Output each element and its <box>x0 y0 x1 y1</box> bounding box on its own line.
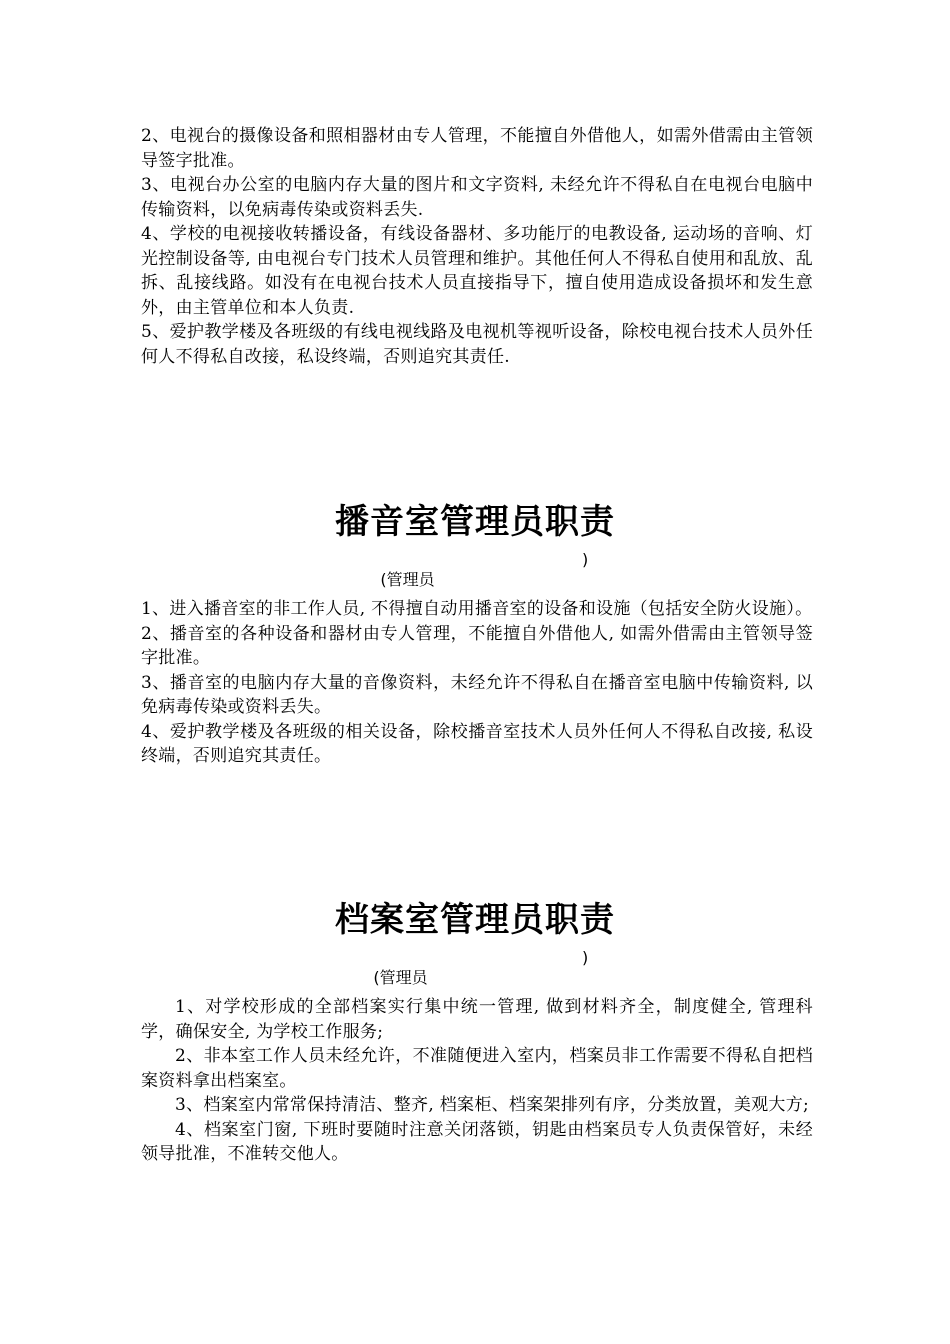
broadcast-room-title: 播音室管理员职责 <box>335 502 615 542</box>
archive-room-title: 档案室管理员职责 <box>335 900 615 940</box>
archive-room-rules <box>141 995 813 1167</box>
admin-label: (管理员 <box>373 968 428 987</box>
broadcast-rule-item: 4、爱护教学楼及各班级的相关设备，除校播音室技术人员外任何人不得私自改接, 私设终端，否则追究其责任。 <box>141 721 813 766</box>
tv-station-rules <box>141 124 813 369</box>
broadcast-room-rules <box>141 597 813 769</box>
archive-rule-item: 2、非本室工作人员未经允许，不准随便进入室内，档案员非工作需要不得私自把档案资料拿出档案室。 <box>141 1046 813 1091</box>
broadcast-rule-item: 3、播音室的电脑内存大量的音像资料，未经允许不得私自在播音室电脑中传输资料, 以免病毒传染或资料丢失。 <box>141 672 813 717</box>
tv-rule-item: 2、电视台的摄像设备和照相器材由专人管理，不能擅自外借他人，如需外借需由主管领导签字批准。 <box>141 126 813 171</box>
broadcast-rule-item: 1、进入播音室的非工作人员, 不得擅自动用播音室的设备和设施（包括安全防火设施）。 <box>141 599 813 619</box>
tv-rule-item: 3、电视台办公室的电脑内存大量的图片和文字资料, 未经允许不得私自在电视台电脑中传输资料，以免病毒传染或资料丢失. <box>141 175 813 220</box>
archive-rule-item: 1、对学校形成的全部档案实行集中统一管理, 做到材料齐全，制度健全, 管理科学，确保安全, 为学校工作服务; <box>141 997 813 1042</box>
admin-close-paren: ) <box>582 948 589 967</box>
tv-rule-item: 4、学校的电视接收转播设备，有线设备器材、多功能厅的电教设备, 运动场的音响、灯光控制设备等, 由电视台专门技术人员管理和维护。其他任何人不得私自使用和乱放、乱拆、乱接线路。如没有在电视台技术人员直接指导下，擅自使用造成设备损坏和发生意外，由主管单位和本人负责. <box>141 224 813 318</box>
broadcast-rule-item: 2、播音室的各种设备和器材由专人管理，不能擅自外借他人, 如需外借需由主管领导签字批准。 <box>141 623 813 668</box>
tv-rule-item: 5、爱护教学楼及各班级的有线电视线路及电视机等视听设备，除校电视台技术人员外任何人不得私自改接，私设终端，否则追究其责任. <box>141 322 813 367</box>
archive-rule-item: 3、档案室内常常保持清洁、整齐, 档案柜、档案架排列有序，分类放置，美观大方; <box>175 1095 810 1115</box>
archive-rule-item: 4、档案室门窗, 下班时要随时注意关闭落锁，钥匙由档案员专人负责保管好，未经领导批准，不准转交他人。 <box>141 1119 813 1164</box>
admin-label: (管理员 <box>380 570 435 589</box>
admin-close-paren: ) <box>582 550 589 569</box>
